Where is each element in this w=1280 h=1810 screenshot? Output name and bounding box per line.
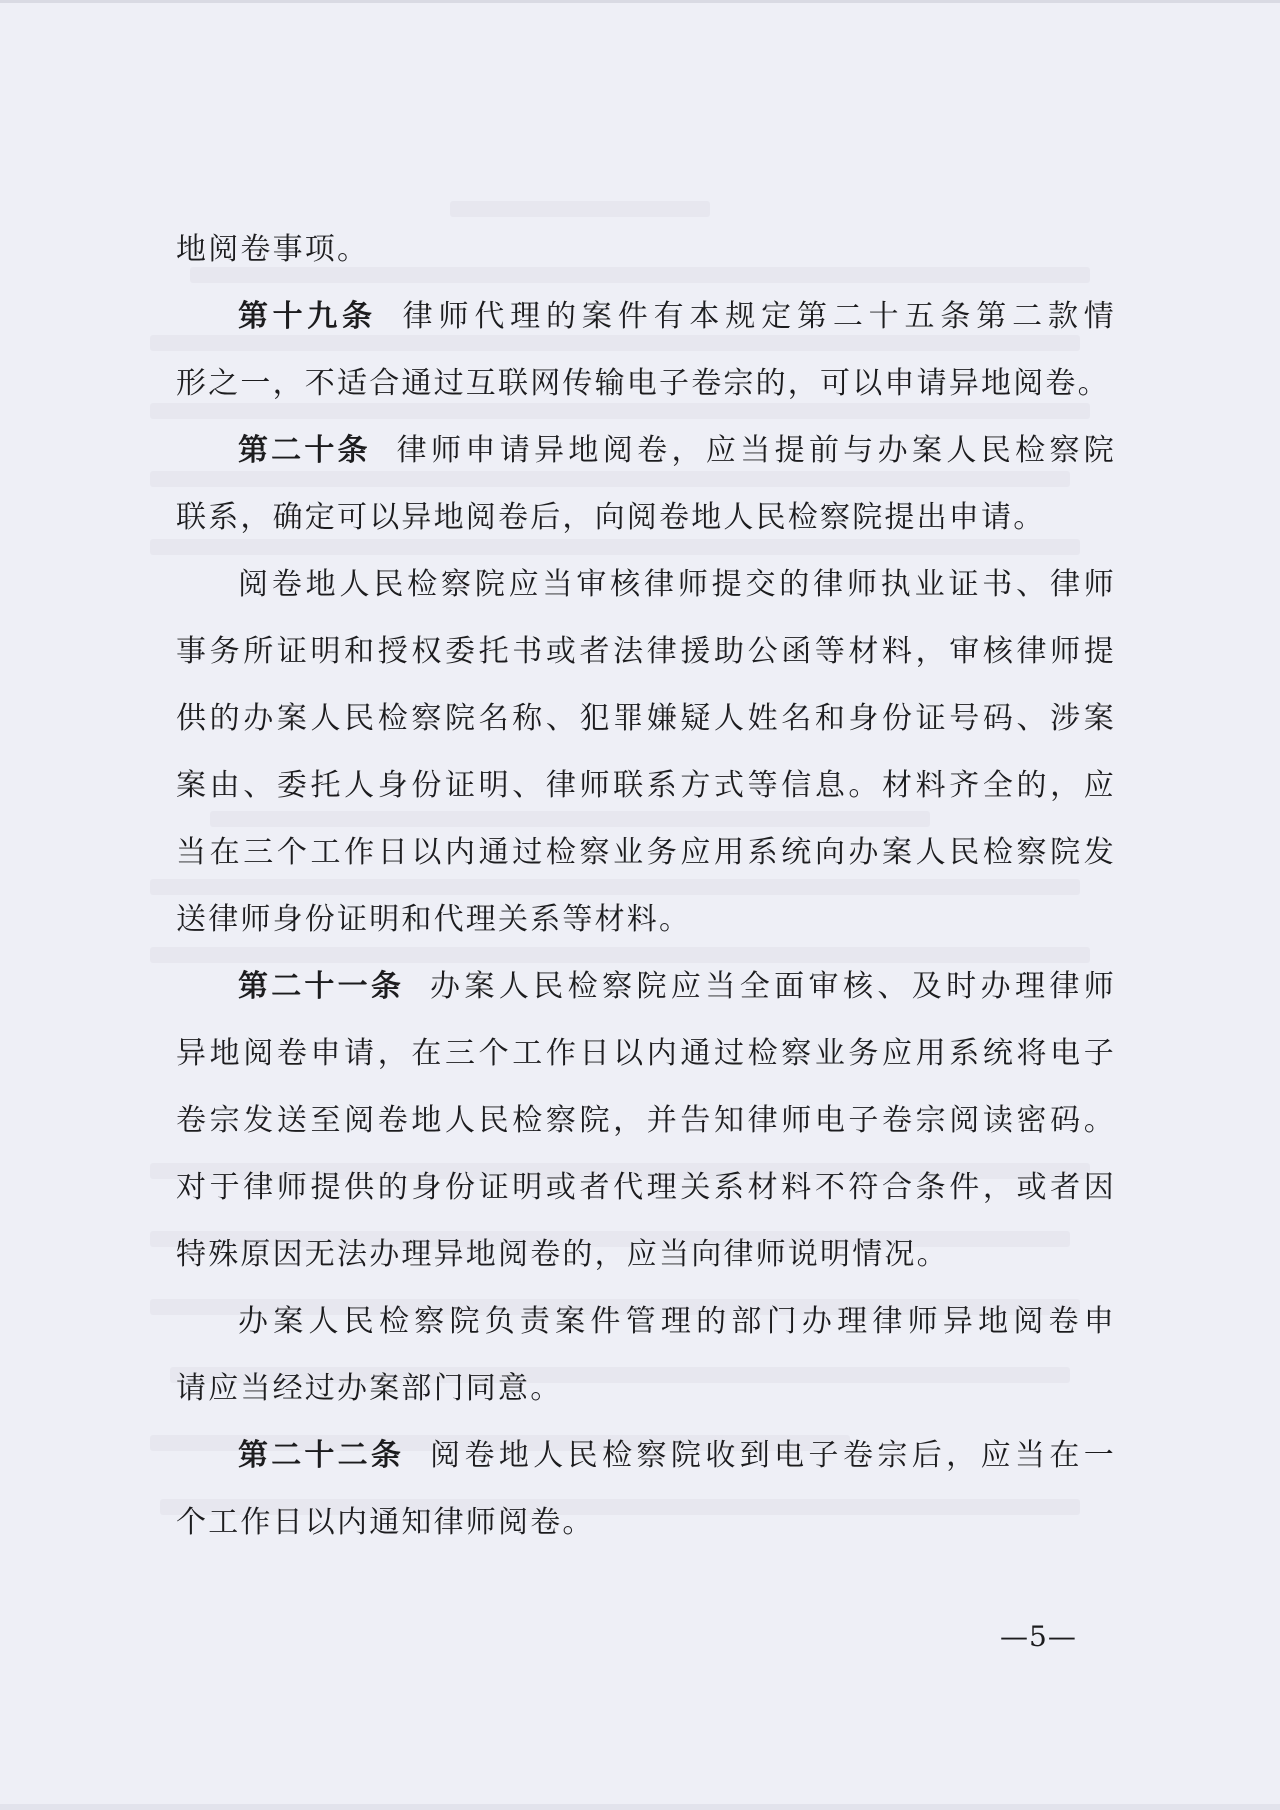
article-21-text: 异地阅卷申请，在三个工作日以内通过检察业务应用系统将电子 — [176, 1036, 1116, 1071]
article-20-para2-text: 事务所证明和授权委托书或者法律援助公函等材料，审核律师提 — [176, 634, 1116, 669]
document-body — [176, 216, 1116, 1556]
article-20-para2-line — [176, 752, 1116, 819]
article-21-para2-line — [176, 1288, 1116, 1355]
article-19-second-line — [176, 350, 1116, 417]
article-20-text-1: 律师申请异地阅卷，应当提前与办案人民检察院 — [396, 433, 1117, 468]
article-20-first-line — [176, 417, 1116, 484]
article-21-para2-text: 办案人民检察院负责案件管理的部门办理律师异地阅卷申 — [238, 1304, 1116, 1339]
article-21-line — [176, 1087, 1116, 1154]
article-20-para2-line — [176, 618, 1116, 685]
article-20-para2-text: 阅卷地人民检察院应当审核律师提交的律师执业证书、律师 — [238, 567, 1116, 602]
article-21-line — [176, 1221, 1116, 1288]
article-20-para2-line — [176, 819, 1116, 886]
article-20-para2-line — [176, 551, 1116, 618]
article-22-text-2: 个工作日以内通知律师阅卷。 — [176, 1505, 595, 1540]
scan-edge-top — [0, 0, 1280, 3]
article-20-para2-text: 案由、委托人身份证明、律师联系方式等信息。材料齐全的，应 — [176, 768, 1116, 803]
scan-edge-bottom — [0, 1804, 1280, 1810]
article-21-line — [176, 1154, 1116, 1221]
article-22-second-line — [176, 1489, 1116, 1556]
article-21-text-1: 办案人民检察院应当全面审核、及时办理律师 — [430, 969, 1117, 1004]
page-number: —5— — [1000, 1620, 1077, 1653]
article-21-text: 卷宗发送至阅卷地人民检察院，并告知律师电子卷宗阅读密码。 — [176, 1103, 1116, 1138]
article-20-para2-line — [176, 886, 1116, 953]
article-21-first-line — [176, 953, 1116, 1020]
article-20-second-line — [176, 484, 1116, 551]
article-20-para2-text: 供的办案人民检察院名称、犯罪嫌疑人姓名和身份证号码、涉案 — [176, 701, 1116, 736]
article-21-line — [176, 1020, 1116, 1087]
article-19-text-1: 律师代理的案件有本规定第二十五条第二款情 — [402, 299, 1117, 334]
article-20-heading: 第二十条 — [238, 433, 371, 468]
article-21-text: 对于律师提供的身份证明或者代理关系材料不符合条件，或者因 — [176, 1170, 1116, 1205]
article-20-text-2: 联系，确定可以异地阅卷后，向阅卷地人民检察院提出申请。 — [176, 500, 1046, 535]
article-20-para2-line — [176, 685, 1116, 752]
article-20-para2-text: 送律师身份证明和代理关系等材料。 — [176, 902, 692, 937]
article-21-heading: 第二十一条 — [238, 969, 405, 1004]
article-22-first-line — [176, 1422, 1116, 1489]
article-20-para2-text: 当在三个工作日以内通过检察业务应用系统向办案人民检察院发 — [176, 835, 1116, 870]
article-21-text: 特殊原因无法办理异地阅卷的，应当向律师说明情况。 — [176, 1237, 949, 1272]
article-19-first-line — [176, 283, 1116, 350]
article-21-para2-line — [176, 1355, 1116, 1422]
article-22-heading: 第二十二条 — [238, 1438, 405, 1473]
article-21-para2-text: 请应当经过办案部门同意。 — [176, 1371, 563, 1406]
continuation-text: 地阅卷事项。 — [176, 232, 370, 267]
article-19-text-2: 形之一，不适合通过互联网传输电子卷宗的，可以申请异地阅卷。 — [176, 366, 1110, 401]
continuation-line — [176, 216, 1116, 283]
article-22-text-1: 阅卷地人民检察院收到电子卷宗后，应当在一 — [430, 1438, 1117, 1473]
article-19-heading: 第十九条 — [238, 299, 377, 334]
